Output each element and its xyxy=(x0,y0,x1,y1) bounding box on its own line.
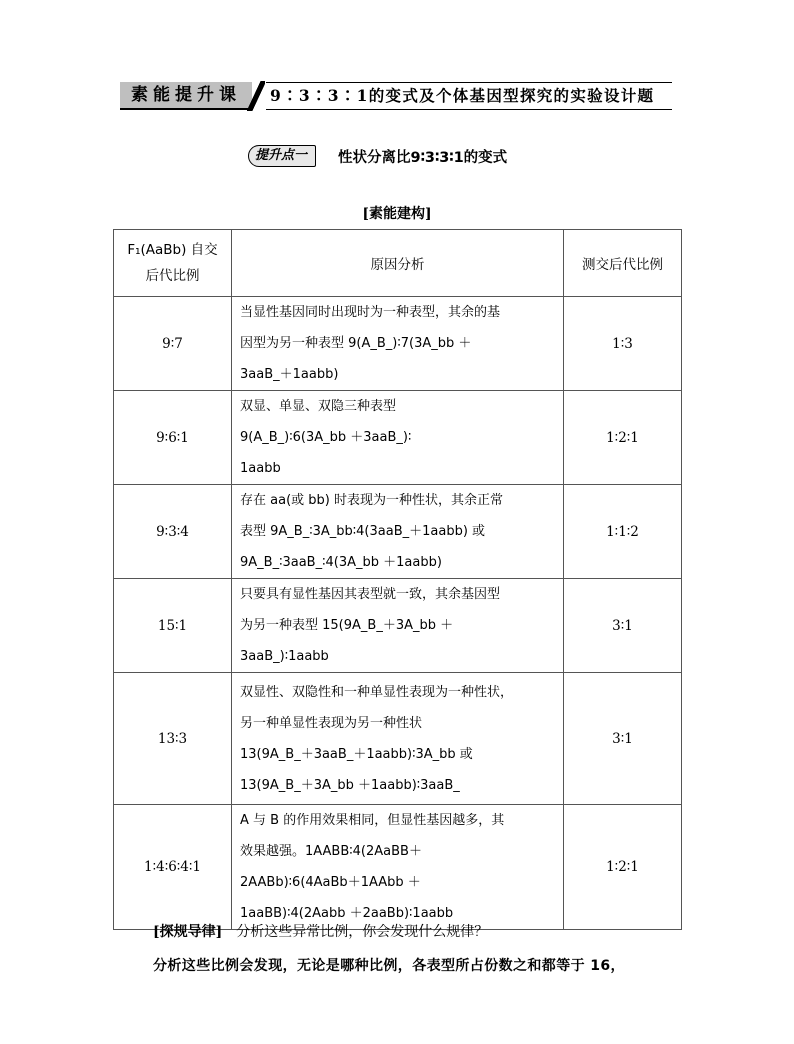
analysis-cell xyxy=(232,297,564,391)
analysis-line: 表型 9A_B_∶3A_bb∶4(3aaB_＋1aabb) 或 xyxy=(240,524,486,539)
analysis-cell xyxy=(232,805,564,930)
analysis-line: 只要具有显性基因其表型就一致，其余基因型 xyxy=(240,587,501,602)
ratio-cell: 9∶6∶1 xyxy=(114,391,232,485)
analysis-line: A 与 B 的作用效果相同，但显性基因越多，其 xyxy=(240,813,505,828)
analysis-line: 双显、单显、双隐三种表型 xyxy=(240,399,397,414)
section-badge: 提升点一 xyxy=(248,145,316,167)
ratio-cell: 9∶7 xyxy=(114,297,232,391)
table-row xyxy=(114,579,682,673)
analysis-line: 3aaB_＋1aabb) xyxy=(240,367,339,382)
table-row xyxy=(114,485,682,579)
analysis-line: 9(A_B_)∶6(3A_bb ＋3aaB_)∶ xyxy=(240,430,412,445)
analysis-line: 为另一种表型 15(9A_B_＋3A_bb ＋ xyxy=(240,618,454,633)
ratio-cell: 9∶3∶4 xyxy=(114,485,232,579)
table-row xyxy=(114,673,682,805)
analysis-line: 另一种单显性表现为另一种性状 xyxy=(240,715,423,731)
testcross-cell: 1∶1∶2 xyxy=(564,485,682,579)
analysis-cell xyxy=(232,391,564,485)
table-row xyxy=(114,805,682,930)
table-header-row xyxy=(114,230,682,297)
ratio-cell: 15∶1 xyxy=(114,579,232,673)
answer-text: 分析这些比例会发现，无论是哪种比例，各表型所占份数之和都等于 16， xyxy=(153,958,625,974)
analysis-line: 9A_B_∶3aaB_∶4(3A_bb ＋1aabb) xyxy=(240,555,442,570)
header-banner xyxy=(120,82,672,110)
header-f1-line1: F₁(AaBb) 自交 xyxy=(127,242,218,258)
testcross-cell: 1∶3 xyxy=(564,297,682,391)
header-testcross: 测交后代比例 xyxy=(564,230,682,297)
analysis-line: 1aaBB)∶4(2Aabb ＋2aaBb)∶1aabb xyxy=(240,906,454,921)
analysis-line: 因型为另一种表型 9(A_B_)∶7(3A_bb ＋ xyxy=(240,336,472,351)
testcross-cell: 1∶2∶1 xyxy=(564,805,682,930)
analysis-line: 存在 aa(或 bb) 时表现为一种性状，其余正常 xyxy=(240,493,503,508)
header-analysis: 原因分析 xyxy=(232,230,564,297)
table-row xyxy=(114,297,682,391)
testcross-cell: 1∶2∶1 xyxy=(564,391,682,485)
analysis-line: 2AABb)∶6(4AaBb＋1AAbb ＋ xyxy=(240,875,421,890)
table-row xyxy=(114,391,682,485)
header-f1-ratio xyxy=(114,230,232,297)
analysis-line: 1aabb xyxy=(240,461,281,476)
ratio-table xyxy=(113,229,682,930)
analysis-line: 13(9A_B_＋3A_bb ＋1aabb)∶3aaB_ xyxy=(240,777,460,793)
header-title: 9∶3∶3∶1的变式及个体基因型探究的实验设计题 xyxy=(266,82,672,110)
ratio-cell: 13∶3 xyxy=(114,673,232,805)
explore-tag: [探规导律] xyxy=(153,924,223,940)
analysis-line: 效果越强。1AABB∶4(2AaBB＋ xyxy=(240,844,422,859)
analysis-line: 双显性、双隐性和一种单显性表现为一种性状， xyxy=(240,684,514,700)
analysis-cell xyxy=(232,485,564,579)
analysis-cell xyxy=(232,673,564,805)
header-slash-divider xyxy=(247,81,265,111)
ratio-cell: 1∶4∶6∶4∶1 xyxy=(114,805,232,930)
header-f1-line2: 后代比例 xyxy=(145,268,200,284)
section-heading xyxy=(248,145,507,167)
sub-heading: [素能建构] xyxy=(362,206,432,222)
analysis-line: 当显性基因同时出现时为一种表型，其余的基 xyxy=(240,305,501,320)
testcross-cell: 3∶1 xyxy=(564,579,682,673)
header-left-label: 素能提升课 xyxy=(120,82,252,110)
testcross-cell: 3∶1 xyxy=(564,673,682,805)
section-title: 性状分离比9∶3∶3∶1的变式 xyxy=(338,149,508,166)
analysis-line: 3aaB_)∶1aabb xyxy=(240,649,329,664)
analysis-cell xyxy=(232,579,564,673)
question-text: 分析这些异常比例，你会发现什么规律？ xyxy=(236,924,489,940)
analysis-line: 13(9A_B_＋3aaB_＋1aabb)∶3A_bb 或 xyxy=(240,746,473,762)
explore-question xyxy=(153,921,488,941)
